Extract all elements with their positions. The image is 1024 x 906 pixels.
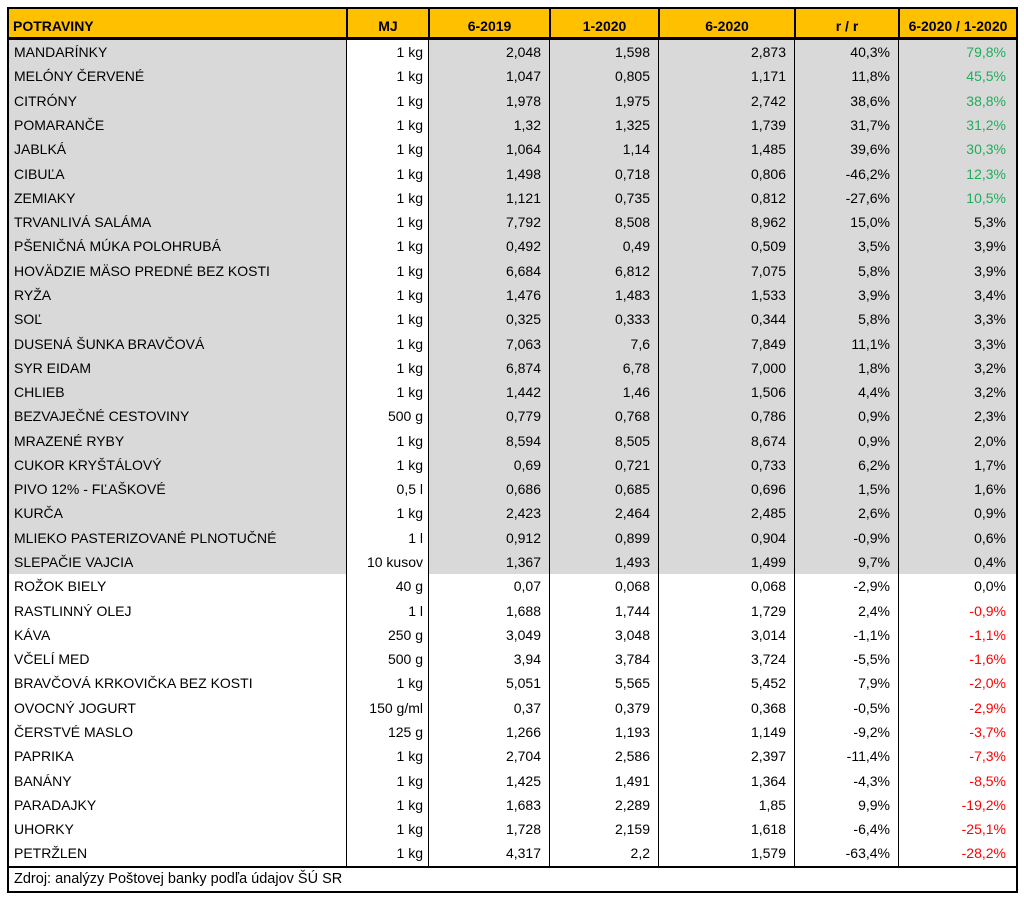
half-year-change-cell: 31,2%: [898, 113, 1016, 137]
item-name-cell: UHORKY: [9, 817, 346, 841]
yoy-change-cell: 11,1%: [794, 331, 898, 355]
half-year-change-cell: 3,4%: [898, 283, 1016, 307]
price-6-2020-cell: 2,742: [658, 89, 794, 113]
yoy-change-cell: -6,4%: [794, 817, 898, 841]
unit-cell: 1 kg: [346, 283, 428, 307]
price-6-2020-cell: 0,368: [658, 696, 794, 720]
col-header-6-2020-vs-1-2020: 6-2020 / 1-2020: [898, 9, 1016, 37]
table-body: [9, 40, 1016, 866]
half-year-change-cell: 38,8%: [898, 89, 1016, 113]
price-6-2019-cell: 0,69: [428, 453, 549, 477]
price-6-2019-cell: 1,978: [428, 89, 549, 113]
price-6-2020-cell: 3,724: [658, 647, 794, 671]
unit-cell: 1 kg: [346, 501, 428, 525]
price-6-2019-cell: 6,874: [428, 356, 549, 380]
half-year-change-cell: -7,3%: [898, 744, 1016, 768]
yoy-change-cell: -5,5%: [794, 647, 898, 671]
price-1-2020-cell: 0,735: [549, 186, 658, 210]
price-6-2019-cell: 0,325: [428, 307, 549, 331]
price-1-2020-cell: 1,46: [549, 380, 658, 404]
item-name-cell: OVOCNÝ JOGURT: [9, 696, 346, 720]
yoy-change-cell: 9,7%: [794, 550, 898, 574]
table-row: [9, 161, 1016, 185]
col-header-mj: MJ: [346, 9, 428, 37]
price-6-2019-cell: 1,425: [428, 768, 549, 792]
table-row: [9, 453, 1016, 477]
unit-cell: 1 kg: [346, 817, 428, 841]
yoy-change-cell: 2,4%: [794, 598, 898, 622]
yoy-change-cell: -2,9%: [794, 574, 898, 598]
item-name-cell: RYŽA: [9, 283, 346, 307]
unit-cell: 1 kg: [346, 768, 428, 792]
unit-cell: 125 g: [346, 720, 428, 744]
unit-cell: 1 kg: [346, 210, 428, 234]
yoy-change-cell: 6,2%: [794, 453, 898, 477]
table-row: [9, 331, 1016, 355]
price-1-2020-cell: 0,333: [549, 307, 658, 331]
table-row: [9, 234, 1016, 258]
item-name-cell: CHLIEB: [9, 380, 346, 404]
price-6-2019-cell: 1,683: [428, 793, 549, 817]
price-6-2020-cell: 0,733: [658, 453, 794, 477]
yoy-change-cell: 11,8%: [794, 64, 898, 88]
half-year-change-cell: 3,2%: [898, 356, 1016, 380]
table-row: [9, 137, 1016, 161]
price-6-2020-cell: 8,674: [658, 429, 794, 453]
price-1-2020-cell: 0,721: [549, 453, 658, 477]
price-6-2019-cell: 8,594: [428, 429, 549, 453]
half-year-change-cell: 2,3%: [898, 404, 1016, 428]
item-name-cell: BEZVAJEČNÉ CESTOVINY: [9, 404, 346, 428]
col-header-6-2020: 6-2020: [658, 9, 794, 37]
price-6-2019-cell: 6,684: [428, 259, 549, 283]
price-1-2020-cell: 8,508: [549, 210, 658, 234]
table-row: [9, 768, 1016, 792]
table-row: [9, 210, 1016, 234]
price-6-2020-cell: 1,533: [658, 283, 794, 307]
unit-cell: 500 g: [346, 404, 428, 428]
table-row: [9, 89, 1016, 113]
item-name-cell: MANDARÍNKY: [9, 40, 346, 64]
item-name-cell: KÁVA: [9, 623, 346, 647]
table-row: [9, 574, 1016, 598]
price-6-2020-cell: 1,364: [658, 768, 794, 792]
yoy-change-cell: 5,8%: [794, 307, 898, 331]
item-name-cell: PAPRIKA: [9, 744, 346, 768]
yoy-change-cell: 0,9%: [794, 404, 898, 428]
price-1-2020-cell: 2,159: [549, 817, 658, 841]
half-year-change-cell: 0,4%: [898, 550, 1016, 574]
price-6-2019-cell: 1,121: [428, 186, 549, 210]
half-year-change-cell: 0,6%: [898, 526, 1016, 550]
half-year-change-cell: 3,9%: [898, 234, 1016, 258]
price-1-2020-cell: 3,784: [549, 647, 658, 671]
yoy-change-cell: 38,6%: [794, 89, 898, 113]
item-name-cell: PIVO 12% - FĽAŠKOVÉ: [9, 477, 346, 501]
item-name-cell: PARADAJKY: [9, 793, 346, 817]
unit-cell: 1 l: [346, 598, 428, 622]
price-1-2020-cell: 0,685: [549, 477, 658, 501]
unit-cell: 500 g: [346, 647, 428, 671]
price-6-2019-cell: 1,476: [428, 283, 549, 307]
table-row: [9, 598, 1016, 622]
table-row: [9, 40, 1016, 64]
half-year-change-cell: 3,3%: [898, 307, 1016, 331]
price-6-2020-cell: 0,068: [658, 574, 794, 598]
item-name-cell: SYR EIDAM: [9, 356, 346, 380]
price-6-2020-cell: 0,786: [658, 404, 794, 428]
table-row: [9, 720, 1016, 744]
yoy-change-cell: -1,1%: [794, 623, 898, 647]
item-name-cell: MRAZENÉ RYBY: [9, 429, 346, 453]
price-6-2019-cell: 0,492: [428, 234, 549, 258]
price-6-2019-cell: 7,792: [428, 210, 549, 234]
unit-cell: 1 kg: [346, 356, 428, 380]
price-6-2019-cell: 5,051: [428, 671, 549, 695]
price-1-2020-cell: 1,598: [549, 40, 658, 64]
table-row: [9, 307, 1016, 331]
yoy-change-cell: -0,5%: [794, 696, 898, 720]
yoy-change-cell: 15,0%: [794, 210, 898, 234]
price-6-2019-cell: 1,498: [428, 161, 549, 185]
price-6-2019-cell: 0,37: [428, 696, 549, 720]
half-year-change-cell: -8,5%: [898, 768, 1016, 792]
half-year-change-cell: -19,2%: [898, 793, 1016, 817]
item-name-cell: TRVANLIVÁ SALÁMA: [9, 210, 346, 234]
yoy-change-cell: -0,9%: [794, 526, 898, 550]
half-year-change-cell: -25,1%: [898, 817, 1016, 841]
price-6-2020-cell: 1,506: [658, 380, 794, 404]
price-1-2020-cell: 7,6: [549, 331, 658, 355]
yoy-change-cell: -4,3%: [794, 768, 898, 792]
price-6-2019-cell: 1,442: [428, 380, 549, 404]
unit-cell: 1 kg: [346, 307, 428, 331]
table-row: [9, 647, 1016, 671]
col-header-6-2019: 6-2019: [428, 9, 549, 37]
table-row: [9, 283, 1016, 307]
yoy-change-cell: 9,9%: [794, 793, 898, 817]
item-name-cell: SLEPAČIE VAJCIA: [9, 550, 346, 574]
half-year-change-cell: 1,7%: [898, 453, 1016, 477]
half-year-change-cell: 3,2%: [898, 380, 1016, 404]
yoy-change-cell: 4,4%: [794, 380, 898, 404]
half-year-change-cell: -1,6%: [898, 647, 1016, 671]
price-6-2020-cell: 7,849: [658, 331, 794, 355]
price-6-2020-cell: 1,739: [658, 113, 794, 137]
price-6-2019-cell: 2,048: [428, 40, 549, 64]
unit-cell: 1 kg: [346, 40, 428, 64]
unit-cell: 1 kg: [346, 113, 428, 137]
unit-cell: 1 kg: [346, 89, 428, 113]
unit-cell: 1 kg: [346, 671, 428, 695]
price-6-2019-cell: 4,317: [428, 841, 549, 865]
price-6-2020-cell: 1,485: [658, 137, 794, 161]
price-1-2020-cell: 0,068: [549, 574, 658, 598]
price-6-2020-cell: 8,962: [658, 210, 794, 234]
item-name-cell: ROŽOK BIELY: [9, 574, 346, 598]
price-1-2020-cell: 1,193: [549, 720, 658, 744]
item-name-cell: BANÁNY: [9, 768, 346, 792]
unit-cell: 1 kg: [346, 186, 428, 210]
item-name-cell: POMARANČE: [9, 113, 346, 137]
price-6-2019-cell: 0,686: [428, 477, 549, 501]
item-name-cell: CIBUĽA: [9, 161, 346, 185]
yoy-change-cell: 3,9%: [794, 283, 898, 307]
item-name-cell: ČERSTVÉ MASLO: [9, 720, 346, 744]
price-1-2020-cell: 2,2: [549, 841, 658, 865]
table-row: [9, 113, 1016, 137]
item-name-cell: VČELÍ MED: [9, 647, 346, 671]
item-name-cell: CUKOR KRYŠTÁLOVÝ: [9, 453, 346, 477]
col-header-1-2020: 1-2020: [549, 9, 658, 37]
half-year-change-cell: 1,6%: [898, 477, 1016, 501]
half-year-change-cell: 10,5%: [898, 186, 1016, 210]
item-name-cell: KURČA: [9, 501, 346, 525]
unit-cell: 1 kg: [346, 841, 428, 865]
price-1-2020-cell: 0,379: [549, 696, 658, 720]
half-year-change-cell: -28,2%: [898, 841, 1016, 865]
table-header-row: [9, 9, 1016, 40]
price-6-2019-cell: 1,064: [428, 137, 549, 161]
table-row: [9, 259, 1016, 283]
price-1-2020-cell: 0,805: [549, 64, 658, 88]
price-1-2020-cell: 0,49: [549, 234, 658, 258]
table-row: [9, 671, 1016, 695]
price-6-2020-cell: 1,618: [658, 817, 794, 841]
table-row: [9, 550, 1016, 574]
price-6-2019-cell: 1,367: [428, 550, 549, 574]
source-note: Zdroj: analýzy Poštovej banky podľa údajov ŠÚ SR: [9, 866, 1016, 891]
unit-cell: 1 kg: [346, 331, 428, 355]
table-row: [9, 817, 1016, 841]
unit-cell: 10 kusov: [346, 550, 428, 574]
price-1-2020-cell: 1,975: [549, 89, 658, 113]
price-1-2020-cell: 1,483: [549, 283, 658, 307]
price-6-2020-cell: 2,397: [658, 744, 794, 768]
price-6-2020-cell: 0,509: [658, 234, 794, 258]
table-row: [9, 526, 1016, 550]
table-row: [9, 64, 1016, 88]
yoy-change-cell: 1,8%: [794, 356, 898, 380]
half-year-change-cell: -0,9%: [898, 598, 1016, 622]
yoy-change-cell: 1,5%: [794, 477, 898, 501]
price-6-2019-cell: 1,047: [428, 64, 549, 88]
price-1-2020-cell: 2,289: [549, 793, 658, 817]
price-6-2019-cell: 1,688: [428, 598, 549, 622]
yoy-change-cell: -9,2%: [794, 720, 898, 744]
price-6-2020-cell: 1,729: [658, 598, 794, 622]
half-year-change-cell: 3,9%: [898, 259, 1016, 283]
price-1-2020-cell: 5,565: [549, 671, 658, 695]
unit-cell: 1 kg: [346, 64, 428, 88]
half-year-change-cell: 0,0%: [898, 574, 1016, 598]
col-header-yoy: r / r: [794, 9, 898, 37]
yoy-change-cell: -46,2%: [794, 161, 898, 185]
item-name-cell: JABLKÁ: [9, 137, 346, 161]
price-6-2020-cell: 1,579: [658, 841, 794, 865]
price-6-2020-cell: 3,014: [658, 623, 794, 647]
table-row: [9, 696, 1016, 720]
price-6-2020-cell: 1,171: [658, 64, 794, 88]
unit-cell: 1 kg: [346, 380, 428, 404]
half-year-change-cell: 2,0%: [898, 429, 1016, 453]
price-1-2020-cell: 0,768: [549, 404, 658, 428]
table-row: [9, 841, 1016, 865]
unit-cell: 40 g: [346, 574, 428, 598]
half-year-change-cell: -2,0%: [898, 671, 1016, 695]
price-6-2020-cell: 1,499: [658, 550, 794, 574]
unit-cell: 1 kg: [346, 453, 428, 477]
item-name-cell: ZEMIAKY: [9, 186, 346, 210]
yoy-change-cell: 2,6%: [794, 501, 898, 525]
price-1-2020-cell: 6,812: [549, 259, 658, 283]
unit-cell: 1 kg: [346, 744, 428, 768]
unit-cell: 1 kg: [346, 259, 428, 283]
price-6-2020-cell: 7,000: [658, 356, 794, 380]
unit-cell: 1 kg: [346, 429, 428, 453]
price-6-2019-cell: 3,94: [428, 647, 549, 671]
price-6-2020-cell: 5,452: [658, 671, 794, 695]
price-6-2019-cell: 0,912: [428, 526, 549, 550]
item-name-cell: DUSENÁ ŠUNKA BRAVČOVÁ: [9, 331, 346, 355]
unit-cell: 150 g/ml: [346, 696, 428, 720]
unit-cell: 1 kg: [346, 137, 428, 161]
price-6-2020-cell: 0,344: [658, 307, 794, 331]
item-name-cell: HOVÄDZIE MÄSO PREDNÉ BEZ KOSTI: [9, 259, 346, 283]
item-name-cell: PŠENIČNÁ MÚKA POLOHRUBÁ: [9, 234, 346, 258]
price-6-2019-cell: 2,423: [428, 501, 549, 525]
food-price-table: [7, 7, 1018, 893]
yoy-change-cell: 40,3%: [794, 40, 898, 64]
item-name-cell: MLIEKO PASTERIZOVANÉ PLNOTUČNÉ: [9, 526, 346, 550]
price-6-2020-cell: 2,485: [658, 501, 794, 525]
price-6-2020-cell: 2,873: [658, 40, 794, 64]
item-name-cell: CITRÓNY: [9, 89, 346, 113]
unit-cell: 1 kg: [346, 161, 428, 185]
price-6-2019-cell: 0,07: [428, 574, 549, 598]
yoy-change-cell: 3,5%: [794, 234, 898, 258]
yoy-change-cell: -11,4%: [794, 744, 898, 768]
yoy-change-cell: 5,8%: [794, 259, 898, 283]
price-1-2020-cell: 2,464: [549, 501, 658, 525]
table-row: [9, 793, 1016, 817]
yoy-change-cell: 0,9%: [794, 429, 898, 453]
table-row: [9, 356, 1016, 380]
table-row: [9, 744, 1016, 768]
item-name-cell: BRAVČOVÁ KRKOVIČKA BEZ KOSTI: [9, 671, 346, 695]
price-1-2020-cell: 8,505: [549, 429, 658, 453]
price-6-2019-cell: 1,728: [428, 817, 549, 841]
half-year-change-cell: 79,8%: [898, 40, 1016, 64]
yoy-change-cell: -27,6%: [794, 186, 898, 210]
yoy-change-cell: 31,7%: [794, 113, 898, 137]
unit-cell: 250 g: [346, 623, 428, 647]
price-6-2020-cell: 0,812: [658, 186, 794, 210]
price-6-2020-cell: 0,806: [658, 161, 794, 185]
price-1-2020-cell: 1,744: [549, 598, 658, 622]
unit-cell: 1 kg: [346, 234, 428, 258]
half-year-change-cell: -2,9%: [898, 696, 1016, 720]
yoy-change-cell: -63,4%: [794, 841, 898, 865]
table-row: [9, 623, 1016, 647]
price-6-2019-cell: 1,32: [428, 113, 549, 137]
half-year-change-cell: 5,3%: [898, 210, 1016, 234]
price-6-2019-cell: 3,049: [428, 623, 549, 647]
table-row: [9, 477, 1016, 501]
half-year-change-cell: 12,3%: [898, 161, 1016, 185]
price-6-2019-cell: 7,063: [428, 331, 549, 355]
table-row: [9, 429, 1016, 453]
yoy-change-cell: 39,6%: [794, 137, 898, 161]
table-row: [9, 404, 1016, 428]
unit-cell: 0,5 l: [346, 477, 428, 501]
table-row: [9, 186, 1016, 210]
price-6-2019-cell: 2,704: [428, 744, 549, 768]
price-1-2020-cell: 0,899: [549, 526, 658, 550]
price-1-2020-cell: 6,78: [549, 356, 658, 380]
price-6-2020-cell: 0,904: [658, 526, 794, 550]
item-name-cell: RASTLINNÝ OLEJ: [9, 598, 346, 622]
half-year-change-cell: 30,3%: [898, 137, 1016, 161]
price-1-2020-cell: 3,048: [549, 623, 658, 647]
item-name-cell: MELÓNY ČERVENÉ: [9, 64, 346, 88]
half-year-change-cell: -3,7%: [898, 720, 1016, 744]
item-name-cell: PETRŽLEN: [9, 841, 346, 865]
price-1-2020-cell: 1,493: [549, 550, 658, 574]
price-1-2020-cell: 1,14: [549, 137, 658, 161]
price-1-2020-cell: 2,586: [549, 744, 658, 768]
half-year-change-cell: 3,3%: [898, 331, 1016, 355]
price-6-2020-cell: 0,696: [658, 477, 794, 501]
yoy-change-cell: 7,9%: [794, 671, 898, 695]
price-1-2020-cell: 1,491: [549, 768, 658, 792]
price-6-2020-cell: 7,075: [658, 259, 794, 283]
table-row: [9, 501, 1016, 525]
table-row: [9, 380, 1016, 404]
price-6-2020-cell: 1,85: [658, 793, 794, 817]
unit-cell: 1 kg: [346, 793, 428, 817]
half-year-change-cell: 45,5%: [898, 64, 1016, 88]
price-6-2020-cell: 1,149: [658, 720, 794, 744]
item-name-cell: SOĽ: [9, 307, 346, 331]
price-6-2019-cell: 1,266: [428, 720, 549, 744]
price-1-2020-cell: 0,718: [549, 161, 658, 185]
half-year-change-cell: -1,1%: [898, 623, 1016, 647]
price-1-2020-cell: 1,325: [549, 113, 658, 137]
unit-cell: 1 l: [346, 526, 428, 550]
half-year-change-cell: 0,9%: [898, 501, 1016, 525]
price-6-2019-cell: 0,779: [428, 404, 549, 428]
col-header-potraviny: POTRAVINY: [13, 18, 94, 34]
